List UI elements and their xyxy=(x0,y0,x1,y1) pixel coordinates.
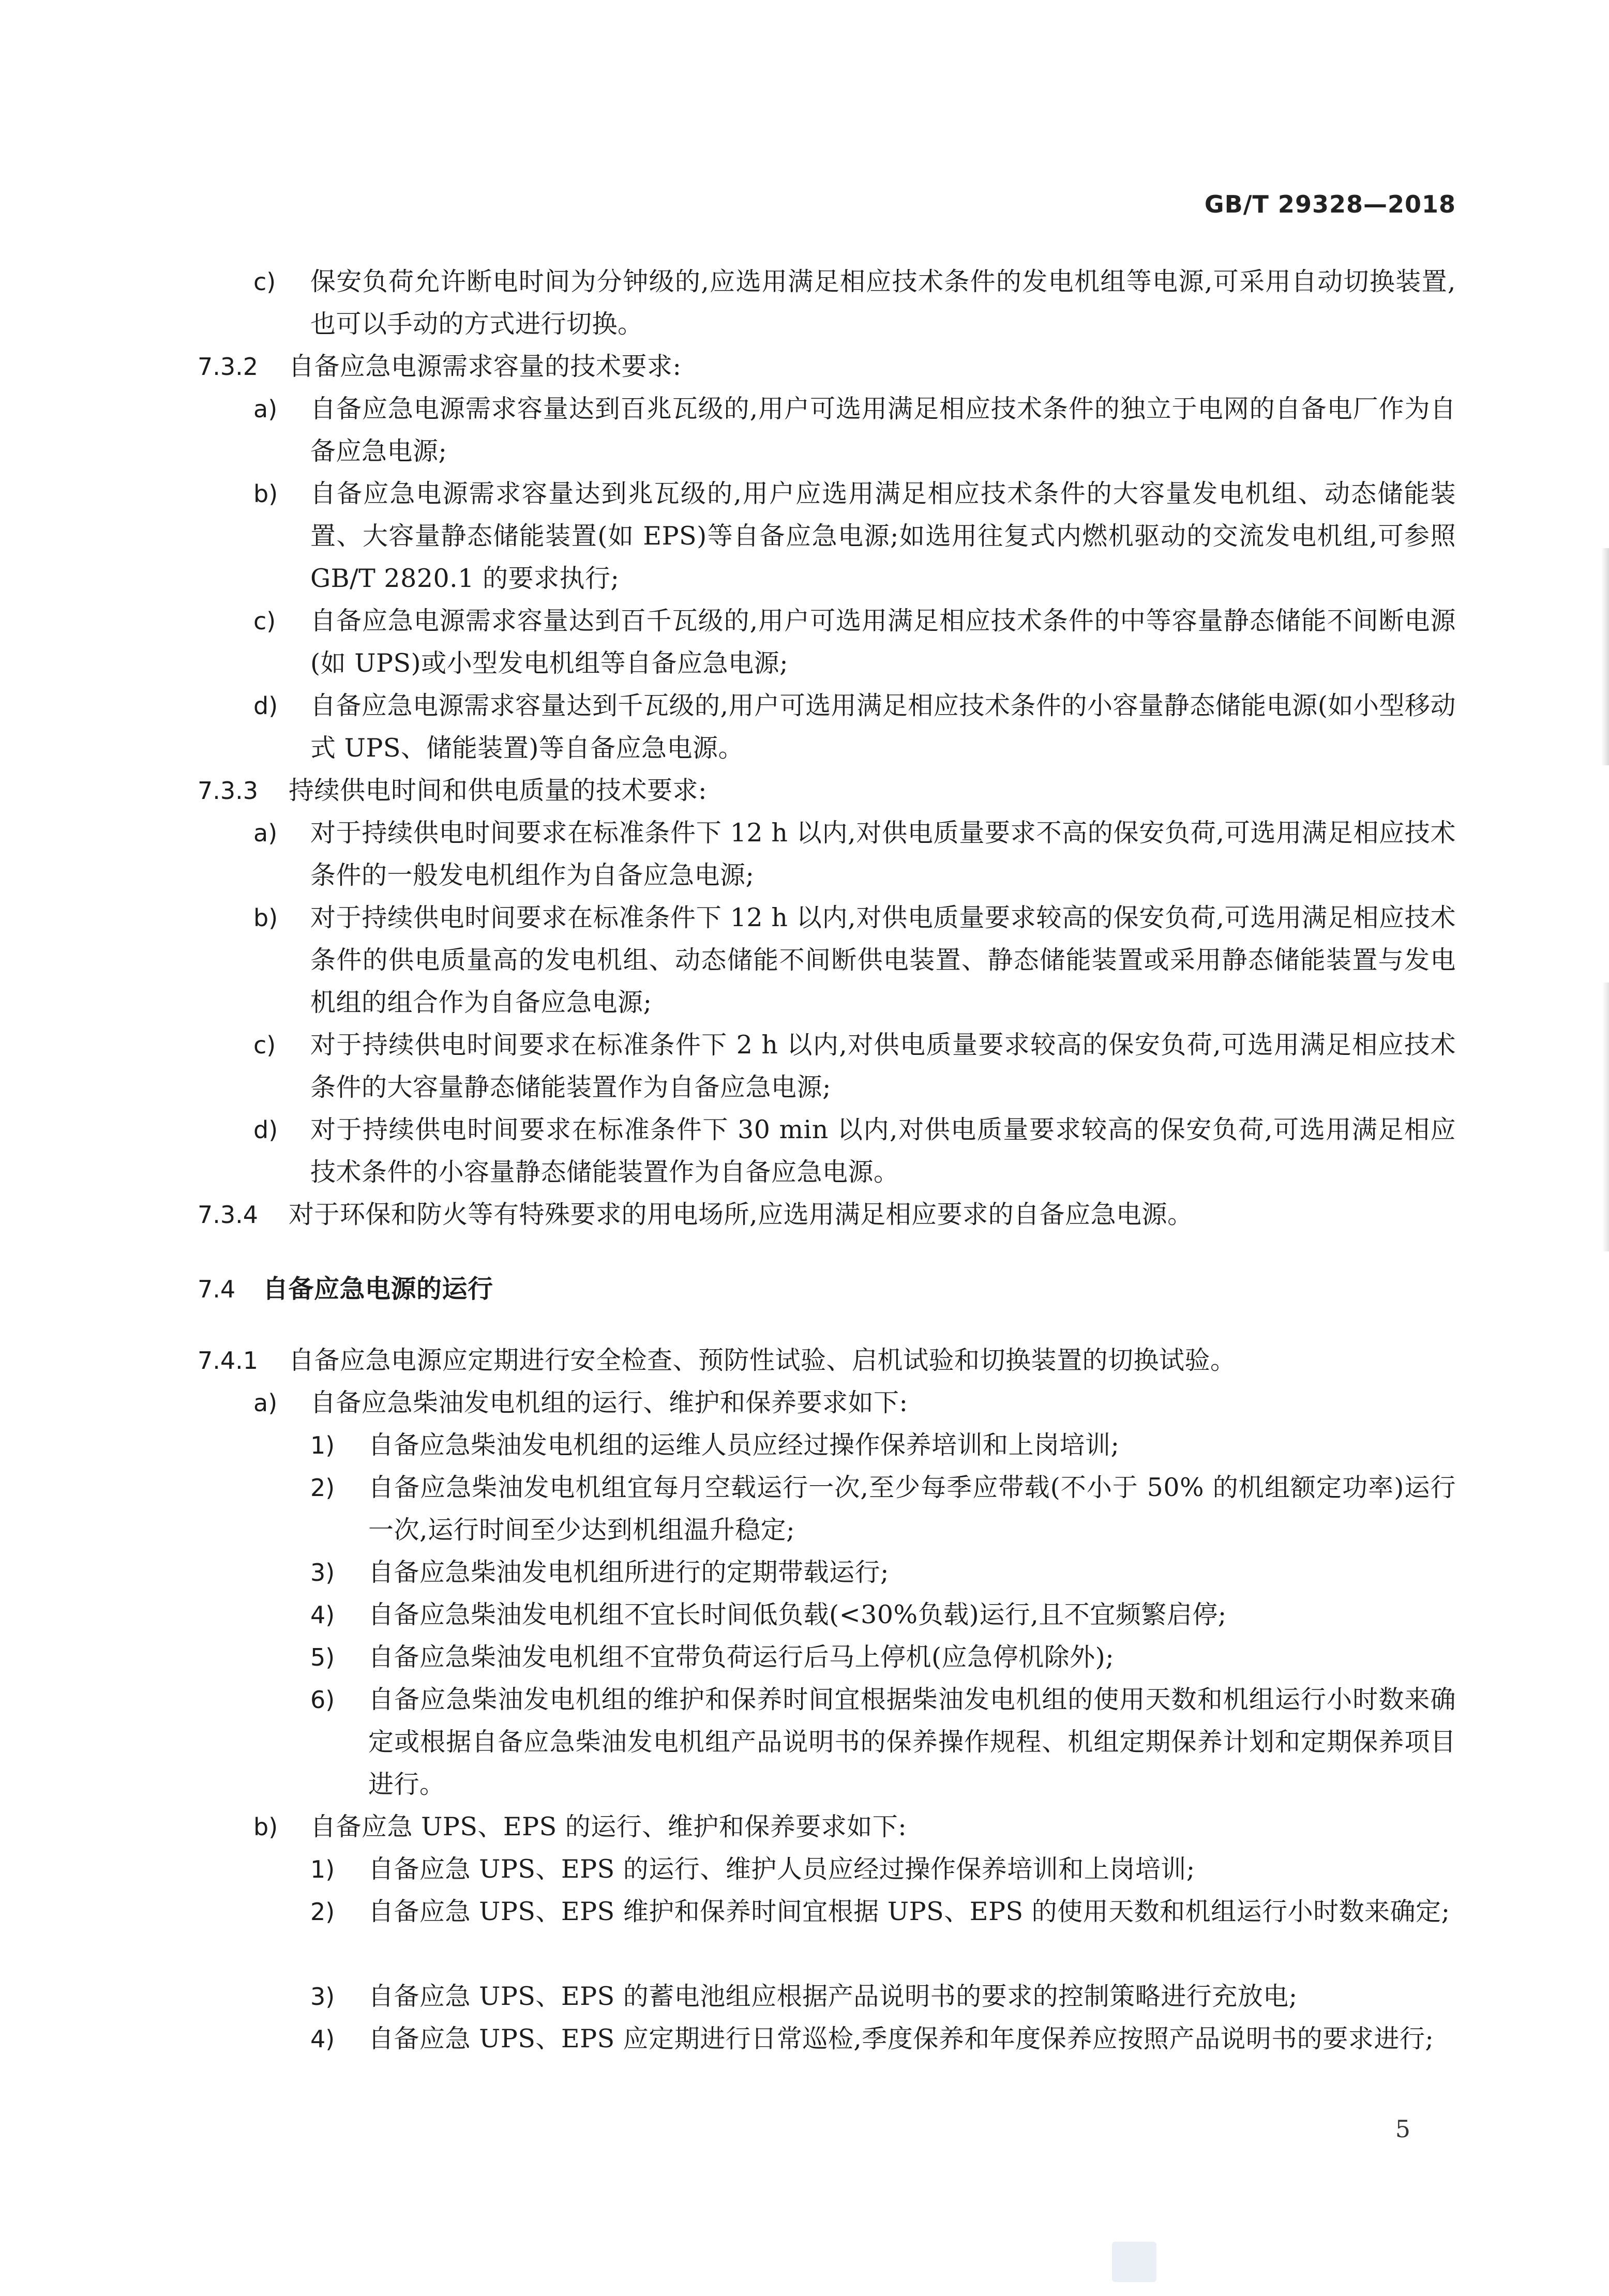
list-marker: c) xyxy=(253,607,276,635)
list-marker: a) xyxy=(253,1389,278,1417)
clause-text: 自备应急电源应定期进行安全检查、预防性试验、启机试验和切换装置的切换试验。 xyxy=(289,1346,1236,1375)
list-marker: a) xyxy=(253,395,278,423)
list-item-text: 对于持续供电时间要求在标准条件下 2 h 以内,对供电质量要求较高的保安负荷,可选用满足相应技术条件的大容量静态储能装置作为自备应急电源; xyxy=(310,1030,1456,1102)
list-item-text: 对于持续供电时间要求在标准条件下 30 min 以内,对供电质量要求较高的保安负荷,可选用满足相应技术条件的小容量静态储能装置作为自备应急电源。 xyxy=(310,1115,1456,1187)
sublist-item-text: 自备应急柴油发电机组的运维人员应经过操作保养培训和上岗培训; xyxy=(368,1430,1120,1460)
clause-text: 持续供电时间和供电质量的技术要求: xyxy=(289,776,708,805)
scan-shadow xyxy=(1602,983,1609,1251)
section-number: 7.4 xyxy=(198,1275,236,1303)
list-marker: c) xyxy=(253,268,276,296)
clause-number: 7.3.3 xyxy=(198,777,259,805)
list-item-text: 自备应急电源需求容量达到百千瓦级的,用户可选用满足相应技术条件的中等容量静态储能不间断电源(如 UPS)或小型发电机组等自备应急电源; xyxy=(310,606,1456,678)
sublist-item-text: 自备应急柴油发电机组不宜带负荷运行后马上停机(应急停机除外); xyxy=(368,1642,1115,1672)
list-marker: b) xyxy=(253,480,278,508)
list-item-text: 自备应急电源需求容量达到兆瓦级的,用户应选用满足相应技术条件的大容量发电机组、动态储能装置、大容量静态储能装置(如 EPS)等自备应急电源;如选用往复式内燃机驱动的交流发电机组,可参照 GB/T 2820.1 的要求执行; xyxy=(310,479,1456,593)
clause-number: 7.4.1 xyxy=(198,1347,259,1374)
list-item-text: 保安负荷允许断电时间为分钟级的,应选用满足相应技术条件的发电机组等电源,可采用自动切换装置,也可以手动的方式进行切换。 xyxy=(310,267,1456,339)
sublist-item-text: 自备应急柴油发电机组不宜长时间低负载(<30%负载)运行,且不宜频繁启停; xyxy=(368,1600,1227,1629)
list-marker: d) xyxy=(253,692,278,720)
list-marker: d) xyxy=(253,1116,278,1144)
sublist-item-text: 自备应急柴油发电机组的维护和保养时间宜根据柴油发电机组的使用天数和机组运行小时数来确定或根据自备应急柴油发电机组产品说明书的保养操作规程、机组定期保养计划和定期保养项目进行。 xyxy=(368,1685,1456,1799)
list-item-text: 自备应急柴油发电机组的运行、维护和保养要求如下: xyxy=(310,1388,908,1417)
sublist-marker: 6) xyxy=(310,1686,335,1714)
sublist-marker: 1) xyxy=(310,1855,335,1883)
list-marker: b) xyxy=(253,904,278,932)
list-marker: a) xyxy=(253,819,278,847)
clause-text: 对于环保和防火等有特殊要求的用电场所,应选用满足相应要求的自备应急电源。 xyxy=(289,1200,1193,1229)
section-title: 自备应急电源的运行 xyxy=(263,1274,493,1304)
list-item-text: 对于持续供电时间要求在标准条件下 12 h 以内,对供电质量要求较高的保安负荷,可选用满足相应技术条件的供电质量高的发电机组、动态储能不间断供电装置、静态储能装置或采用静态储能装置与发电机组的组合作为自备应急电源; xyxy=(310,903,1456,1017)
clause-number: 7.3.2 xyxy=(198,353,259,381)
sublist-marker: 2) xyxy=(310,1474,335,1502)
sublist-marker: 4) xyxy=(310,2025,335,2053)
scanner-watermark xyxy=(1112,2242,1156,2282)
list-item-text: 自备应急 UPS、EPS 的运行、维护和保养要求如下: xyxy=(310,1812,907,1841)
sublist-item-text: 自备应急柴油发电机组所进行的定期带载运行; xyxy=(368,1558,890,1587)
sublist-marker: 1) xyxy=(310,1431,335,1459)
sublist-item-text: 自备应急 UPS、EPS 的蓄电池组应根据产品说明书的要求的控制策略进行充放电; xyxy=(368,1982,1298,2011)
list-marker: c) xyxy=(253,1031,276,1059)
page-number: 5 xyxy=(1395,2115,1410,2143)
sublist-item-text: 自备应急 UPS、EPS 的运行、维护人员应经过操作保养培训和上岗培训; xyxy=(368,1854,1195,1884)
sublist-marker: 3) xyxy=(310,1983,335,2011)
clause-text: 自备应急电源需求容量的技术要求: xyxy=(289,352,682,381)
sublist-marker: 5) xyxy=(310,1643,335,1671)
clause-number: 7.3.4 xyxy=(198,1201,259,1229)
sublist-item-text: 自备应急 UPS、EPS 维护和保养时间宜根据 UPS、EPS 的使用天数和机组运行小时数来确定; xyxy=(368,1897,1450,1926)
list-item-text: 自备应急电源需求容量达到百兆瓦级的,用户可选用满足相应技术条件的独立于电网的自备电厂作为自备应急电源; xyxy=(310,394,1456,466)
list-marker: b) xyxy=(253,1813,278,1841)
sublist-marker: 3) xyxy=(310,1559,335,1587)
list-item-text: 对于持续供电时间要求在标准条件下 12 h 以内,对供电质量要求不高的保安负荷,可选用满足相应技术条件的一般发电机组作为自备应急电源; xyxy=(310,818,1456,890)
sublist-item-text: 自备应急柴油发电机组宜每月空载运行一次,至少每季应带载(不小于 50% 的机组额定功率)运行一次,运行时间至少达到机组温升稳定; xyxy=(368,1473,1456,1545)
sublist-item-text: 自备应急 UPS、EPS 应定期进行日常巡检,季度保养和年度保养应按照产品说明书的要求进行; xyxy=(368,2024,1434,2053)
document-code-header: GB/T 29328—2018 xyxy=(1204,190,1456,218)
sublist-marker: 4) xyxy=(310,1601,335,1629)
list-item-text: 自备应急电源需求容量达到千瓦级的,用户可选用满足相应技术条件的小容量静态储能电源(如小型移动式 UPS、储能装置)等自备应急电源。 xyxy=(310,691,1456,763)
scan-shadow xyxy=(1601,548,1609,765)
sublist-marker: 2) xyxy=(310,1898,335,1926)
